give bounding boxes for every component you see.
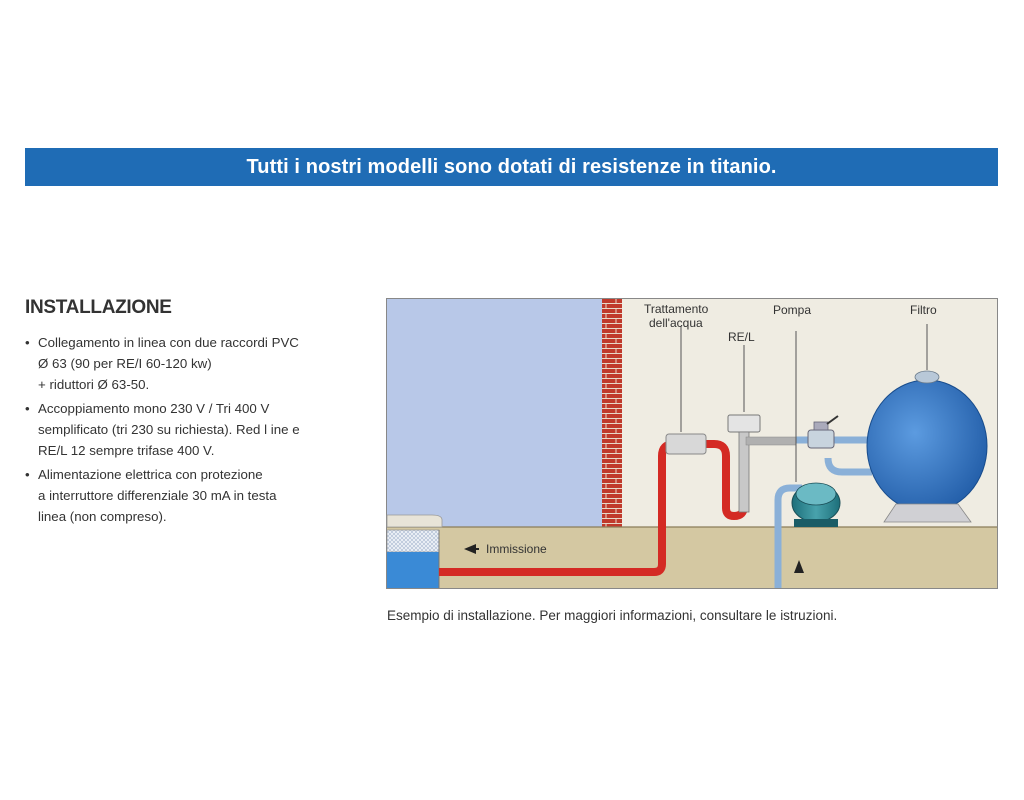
pool-grate (387, 530, 439, 552)
bullet-line: a interruttore differenziale 30 mA in testa (38, 488, 277, 503)
pump-housing (796, 483, 836, 505)
bullet-line: RE/L 12 sempre trifase 400 V. (38, 443, 215, 458)
bullet-line: Accoppiamento mono 230 V / Tri 400 V (38, 401, 270, 416)
filter-base (884, 504, 971, 522)
bullet-line: Collegamento in linea con due raccordi PVC (38, 335, 299, 350)
section-heading: INSTALLAZIONE (25, 297, 172, 318)
pool-coping (387, 515, 442, 527)
bullet-line: semplificato (tri 230 su richiesta). Red l ine e (38, 422, 300, 437)
banner-title: Tutti i nostri modelli sono dotati di resistenze in titanio. (246, 155, 777, 178)
label-filtro: Filtro (910, 303, 937, 317)
installation-bullet-list (25, 332, 355, 530)
valve-top (814, 422, 828, 430)
ground (387, 527, 997, 588)
installation-diagram (386, 298, 998, 589)
label-trattamento-line2: dell'acqua (649, 316, 703, 330)
diagram-caption: Esempio di installazione. Per maggiori informazioni, consultare le istruzioni. (387, 608, 838, 623)
title-banner (25, 148, 998, 186)
brick-wall (602, 299, 622, 527)
bullet-item (25, 332, 355, 395)
heater-filter-pipe (746, 437, 796, 445)
bullet-line: Alimentazione elettrica con protezione (38, 467, 263, 482)
label-rel: RE/L (728, 330, 755, 344)
filter-tank (867, 380, 987, 512)
heater-unit (728, 415, 760, 432)
label-immissione: Immissione (486, 542, 547, 556)
label-trattamento-line1: Trattamento (644, 302, 709, 316)
pool-wall (387, 299, 602, 527)
label-pompa: Pompa (773, 303, 812, 317)
filter-lid (915, 371, 939, 383)
multiport-valve (808, 430, 834, 448)
bullet-item (25, 464, 355, 527)
pool-water (387, 552, 439, 588)
pump-base (794, 519, 838, 527)
bullet-line: linea (non compreso). (38, 509, 167, 524)
bullet-line: Ø 63 (90 per RE/I 60-120 kw) (38, 356, 212, 371)
treatment-unit (666, 434, 706, 454)
bullet-item (25, 398, 355, 461)
bullet-line: + riduttori Ø 63-50. (38, 377, 150, 392)
